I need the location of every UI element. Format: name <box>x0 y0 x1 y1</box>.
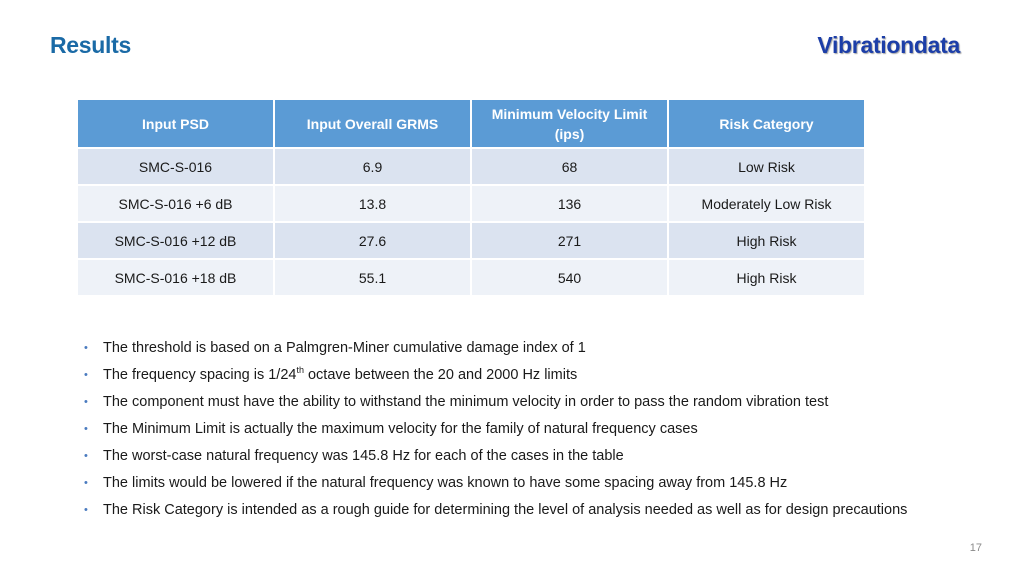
list-item <box>84 392 944 413</box>
note-text: The Risk Category is intended as a rough guide for determining the level of analysis needed as well as for design precautions <box>103 502 908 518</box>
table-row <box>77 148 865 185</box>
list-item <box>84 419 944 440</box>
slide-title: Results <box>50 32 131 58</box>
cell-risk-category: High Risk <box>668 259 865 296</box>
notes-list <box>84 338 944 527</box>
cell-input-psd: SMC-S-016 +6 dB <box>77 185 274 222</box>
cell-velocity-limit: 68 <box>471 148 668 185</box>
header-min-velocity-label: Minimum Velocity Limit <box>491 105 648 122</box>
header-min-velocity-unit: (ips) <box>554 125 585 142</box>
note-text: The limits would be lowered if the natural frequency was known to have some spacing away from 145.8 Hz <box>103 475 788 491</box>
list-item <box>84 473 944 494</box>
list-item <box>84 446 944 467</box>
note-superscript: th <box>296 365 304 376</box>
bullet-icon: • <box>84 396 88 408</box>
cell-grms: 13.8 <box>274 185 471 222</box>
cell-velocity-limit: 136 <box>471 185 668 222</box>
cell-grms: 6.9 <box>274 148 471 185</box>
note-text-after: octave between the 20 and 2000 Hz limits <box>303 367 578 383</box>
bullet-icon: • <box>84 369 88 381</box>
cell-risk-category: High Risk <box>668 222 865 259</box>
bullet-icon: • <box>84 342 88 354</box>
results-table <box>76 98 866 297</box>
bullet-icon: • <box>84 477 88 489</box>
note-text-before: The frequency spacing is 1/24 <box>103 367 297 383</box>
note-text: The threshold is based on a Palmgren-Miner cumulative damage index of 1 <box>103 340 586 356</box>
header-input-overall-grms: Input Overall GRMS <box>274 99 471 148</box>
list-item <box>84 338 944 359</box>
brand-logo-text: Vibrationdata <box>817 32 960 58</box>
header-risk-category: Risk Category <box>668 99 865 148</box>
note-text: The worst-case natural frequency was 145.8 Hz for each of the cases in the table <box>103 448 624 464</box>
note-text: The component must have the ability to withstand the minimum velocity in order to pass the random vibration test <box>103 394 829 410</box>
header-input-psd: Input PSD <box>77 99 274 148</box>
note-text: The Minimum Limit is actually the maximum velocity for the family of natural frequency cases <box>103 421 698 437</box>
cell-velocity-limit: 540 <box>471 259 668 296</box>
bullet-icon: • <box>84 423 88 435</box>
cell-input-psd: SMC-S-016 <box>77 148 274 185</box>
cell-risk-category: Low Risk <box>668 148 865 185</box>
cell-input-psd: SMC-S-016 +12 dB <box>77 222 274 259</box>
table-row <box>77 222 865 259</box>
table-row <box>77 259 865 296</box>
note-text <box>103 367 577 383</box>
table-row <box>77 185 865 222</box>
cell-velocity-limit: 271 <box>471 222 668 259</box>
list-item <box>84 365 944 386</box>
page-number: 17 <box>969 542 982 554</box>
list-item <box>84 500 944 521</box>
cell-input-psd: SMC-S-016 +18 dB <box>77 259 274 296</box>
cell-grms: 55.1 <box>274 259 471 296</box>
table-header-row <box>77 99 865 148</box>
bullet-icon: • <box>84 504 88 516</box>
cell-risk-category: Moderately Low Risk <box>668 185 865 222</box>
header-minimum-velocity-limit <box>471 99 668 148</box>
bullet-icon: • <box>84 450 88 462</box>
cell-grms: 27.6 <box>274 222 471 259</box>
